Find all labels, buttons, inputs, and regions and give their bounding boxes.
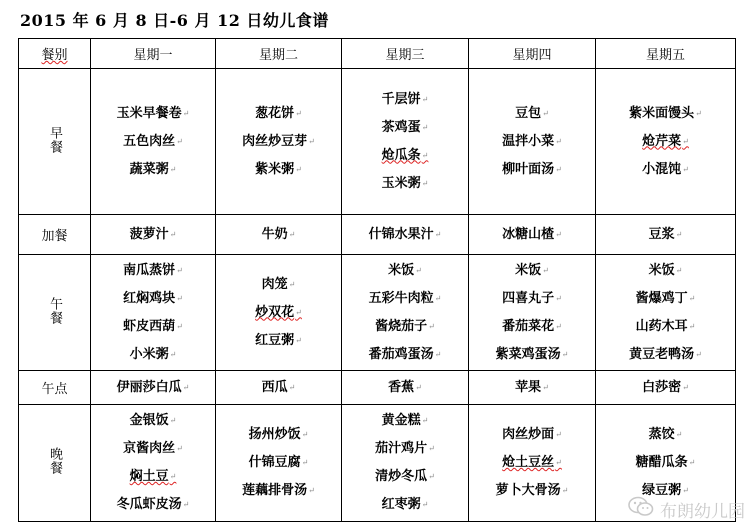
dish-item: 什锦豆腐 ↵ bbox=[216, 449, 341, 477]
dish-cell bbox=[342, 255, 469, 371]
dish-item: 虾皮西葫 ↵ bbox=[91, 313, 215, 341]
meal-label: 午餐 bbox=[47, 296, 62, 325]
dish-cell bbox=[91, 405, 216, 522]
dish-item: 酱烧茄子 ↵ bbox=[342, 313, 468, 341]
dish-cell bbox=[469, 255, 596, 371]
dish-item: 红焖鸡块 ↵ bbox=[91, 285, 215, 313]
dish-item: 西瓜 ↵ bbox=[216, 374, 341, 402]
dish-cell bbox=[216, 69, 342, 215]
header-day-label: 星期五 bbox=[645, 48, 685, 63]
dish-cell bbox=[469, 371, 596, 405]
dish-item: 五彩牛肉粒 ↵ bbox=[342, 285, 468, 313]
header-meal-label: 餐别 bbox=[41, 48, 68, 63]
dish-cell bbox=[596, 215, 736, 255]
dish-item: 扬州炒饭 ↵ bbox=[216, 421, 341, 449]
dish-item: 京酱肉丝 ↵ bbox=[91, 435, 215, 463]
dish-item: 米饭 ↵ bbox=[469, 257, 595, 285]
dish-item: 玉米粥 ↵ bbox=[342, 170, 468, 198]
watermark-text: 布朗幼儿园 bbox=[660, 502, 745, 522]
dish-cell bbox=[469, 69, 596, 215]
dish-item: 豆浆 ↵ bbox=[596, 221, 735, 249]
meal-label: 晚餐 bbox=[47, 447, 62, 475]
dish-item: 什锦水果汁 ↵ bbox=[342, 221, 468, 249]
dish-item: 绿豆粥 ↵ bbox=[596, 477, 735, 505]
dish-item: 小混饨 ↵ bbox=[596, 156, 735, 184]
meal-cell bbox=[19, 371, 91, 405]
header-day-cell bbox=[342, 39, 469, 69]
dish-cell bbox=[469, 215, 596, 255]
dish-item: 炒双花 ↵ bbox=[216, 299, 341, 327]
dish-item: 焖土豆 ↵ bbox=[91, 463, 215, 491]
dish-item: 黄豆老鸭汤 ↵ bbox=[596, 341, 735, 369]
dish-item: 蒸饺 ↵ bbox=[596, 421, 735, 449]
header-row bbox=[19, 39, 736, 69]
dish-item: 四喜丸子 ↵ bbox=[469, 285, 595, 313]
header-day-label: 星期三 bbox=[385, 48, 425, 63]
meal-label: 早餐 bbox=[47, 125, 62, 154]
dish-cell bbox=[216, 371, 342, 405]
dish-cell bbox=[596, 371, 736, 405]
dish-item: 金银饭 ↵ bbox=[91, 407, 215, 435]
dish-item: 紫菜鸡蛋汤 ↵ bbox=[469, 341, 595, 369]
header-day-cell bbox=[469, 39, 596, 69]
meal-row-afternoon bbox=[19, 371, 736, 405]
meal-row-lunch bbox=[19, 255, 736, 371]
dish-cell bbox=[342, 69, 469, 215]
dish-item: 菠萝汁 ↵ bbox=[91, 221, 215, 249]
dish-item: 米饭 ↵ bbox=[342, 257, 468, 285]
dish-item: 葱花饼 ↵ bbox=[216, 100, 341, 128]
dish-item: 肉丝炒面 ↵ bbox=[469, 421, 595, 449]
header-day-cell bbox=[596, 39, 736, 69]
dish-cell bbox=[91, 215, 216, 255]
dish-item: 紫米粥 ↵ bbox=[216, 156, 341, 184]
dish-item: 牛奶 ↵ bbox=[216, 221, 341, 249]
dish-item: 苹果 ↵ bbox=[469, 374, 595, 402]
dish-item: 炝土豆丝 ↵ bbox=[469, 449, 595, 477]
dish-cell bbox=[216, 215, 342, 255]
dish-item: 南瓜蒸饼 ↵ bbox=[91, 257, 215, 285]
dish-item: 茶鸡蛋 ↵ bbox=[342, 114, 468, 142]
dish-item: 萝卜大骨汤 ↵ bbox=[469, 477, 595, 505]
dish-cell bbox=[596, 69, 736, 215]
dish-item: 小米粥 ↵ bbox=[91, 341, 215, 369]
dish-item: 茄汁鸡片 ↵ bbox=[342, 435, 468, 463]
dish-cell bbox=[342, 405, 469, 522]
dish-cell bbox=[91, 69, 216, 215]
dish-item: 酱爆鸡丁 ↵ bbox=[596, 285, 735, 313]
meal-label: 加餐 bbox=[41, 229, 68, 244]
dish-cell bbox=[91, 371, 216, 405]
meal-cell bbox=[19, 69, 91, 215]
dish-item: 冬瓜虾皮汤 ↵ bbox=[91, 491, 215, 519]
dish-item: 红豆粥 ↵ bbox=[216, 327, 341, 355]
dish-item: 炝芹菜 ↵ bbox=[596, 128, 735, 156]
dish-item: 红枣粥 ↵ bbox=[342, 491, 468, 519]
dish-item: 蔬菜粥 ↵ bbox=[91, 156, 215, 184]
dish-item: 山药木耳 ↵ bbox=[596, 313, 735, 341]
dish-cell bbox=[469, 405, 596, 522]
dish-cell bbox=[91, 255, 216, 371]
dish-item: 柳叶面汤 ↵ bbox=[469, 156, 595, 184]
dish-item: 肉丝炒豆芽 ↵ bbox=[216, 128, 341, 156]
menu-table bbox=[18, 38, 736, 522]
dish-item: 千层饼 ↵ bbox=[342, 86, 468, 114]
dish-item: 番茄鸡蛋汤 ↵ bbox=[342, 341, 468, 369]
dish-item: 温拌小菜 ↵ bbox=[469, 128, 595, 156]
dish-item: 炝瓜条 ↵ bbox=[342, 142, 468, 170]
dish-item: 清炒冬瓜 ↵ bbox=[342, 463, 468, 491]
header-day-cell bbox=[91, 39, 216, 69]
header-meal-cell bbox=[19, 39, 91, 69]
header-day-label: 星期二 bbox=[258, 48, 298, 63]
dish-item: 紫米面馒头 ↵ bbox=[596, 100, 735, 128]
meal-row-breakfast bbox=[19, 69, 736, 215]
header-day-label: 星期四 bbox=[512, 48, 552, 63]
dish-item: 冰糖山楂 ↵ bbox=[469, 221, 595, 249]
meal-cell bbox=[19, 405, 91, 522]
header-day-cell bbox=[216, 39, 342, 69]
dish-item: 肉笼 ↵ bbox=[216, 271, 341, 299]
meal-cell bbox=[19, 255, 91, 371]
dish-item: 糖醋瓜条 ↵ bbox=[596, 449, 735, 477]
dish-cell bbox=[342, 215, 469, 255]
dish-cell bbox=[216, 255, 342, 371]
dish-item: 伊丽莎白瓜 ↵ bbox=[91, 374, 215, 402]
dish-item: 香蕉 ↵ bbox=[342, 374, 468, 402]
meal-label: 午点 bbox=[41, 382, 68, 397]
dish-item: 白莎密 ↵ bbox=[596, 374, 735, 402]
header-day-label: 星期一 bbox=[133, 48, 173, 63]
page-title: 2015 年 6 月 8 日-6 月 12 日幼儿食谱 bbox=[20, 11, 329, 30]
dish-cell bbox=[596, 255, 736, 371]
dish-item: 黄金糕 ↵ bbox=[342, 407, 468, 435]
meal-cell bbox=[19, 215, 91, 255]
meal-row-snack bbox=[19, 215, 736, 255]
dish-item: 五色肉丝 ↵ bbox=[91, 128, 215, 156]
wechat-icon bbox=[628, 496, 654, 523]
dish-cell bbox=[216, 405, 342, 522]
dish-item: 米饭 ↵ bbox=[596, 257, 735, 285]
dish-item: 莲藕排骨汤 ↵ bbox=[216, 477, 341, 505]
watermark bbox=[628, 496, 745, 523]
dish-item: 豆包 ↵ bbox=[469, 100, 595, 128]
dish-cell bbox=[342, 371, 469, 405]
dish-item: 玉米早餐卷 ↵ bbox=[91, 100, 215, 128]
dish-item: 番茄菜花 ↵ bbox=[469, 313, 595, 341]
